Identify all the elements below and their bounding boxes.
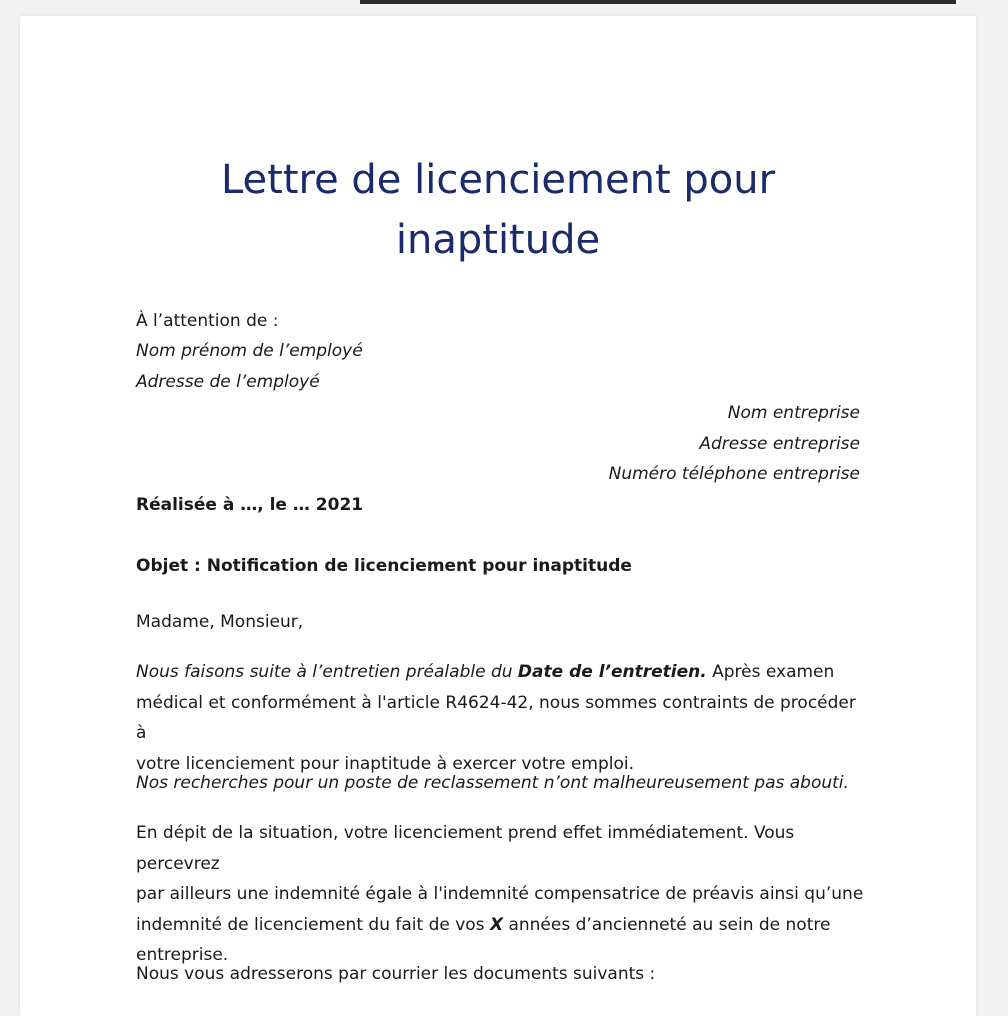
recipient-label: À l’attention de : <box>136 311 279 331</box>
years-placeholder: X <box>489 914 504 935</box>
paragraph-2: Nos recherches pour un poste de reclassement n’ont malheureusement pas abouti. <box>136 773 849 793</box>
title-line-1: Lettre de licenciement pour <box>220 157 776 203</box>
paragraph-3 <box>136 818 866 971</box>
interview-date: Date de l’entretien. <box>517 662 707 682</box>
place-date: Réalisée à …, le … 2021 <box>136 495 364 515</box>
paragraph-1 <box>136 657 866 779</box>
recipient-address: Adresse de l’employé <box>136 372 320 392</box>
salutation: Madame, Monsieur, <box>136 612 304 632</box>
top-bar <box>360 0 956 4</box>
company-name: Nom entreprise <box>727 403 860 423</box>
paragraph-4: Nous vous adresserons par courrier les documents suivants : <box>136 964 656 984</box>
para1-line2: médical et conformément à l'article R4624-42, nous sommes contraints de procéder à <box>136 692 856 743</box>
document-page <box>20 16 976 1016</box>
subject-line: Objet : Notification de licenciement pour inaptitude <box>136 556 632 576</box>
title-line-2: inaptitude <box>395 217 601 263</box>
company-address: Adresse entreprise <box>699 434 860 454</box>
para3-line4: entreprise. <box>136 945 229 965</box>
company-phone: Numéro téléphone entreprise <box>608 464 860 484</box>
para3-line1: En dépit de la situation, votre licenciement prend effet immédiatement. Vous percevrez <box>136 823 795 874</box>
para3-line3-before: indemnité de licenciement du fait de vos <box>136 914 490 935</box>
document-title <box>20 150 976 270</box>
para1-intro: Nous faisons suite à l’entretien préalable du <box>136 662 518 682</box>
para3-line2: par ailleurs une indemnité égale à l'indemnité compensatrice de préavis ainsi qu’une <box>136 884 864 904</box>
para1-line3: votre licenciement pour inaptitude à exercer votre emploi. <box>136 753 635 774</box>
para3-line3-after: années d’ancienneté au sein de notre <box>503 914 831 935</box>
para1-line1-rest: Après examen <box>706 662 835 682</box>
recipient-name: Nom prénom de l’employé <box>136 341 363 361</box>
